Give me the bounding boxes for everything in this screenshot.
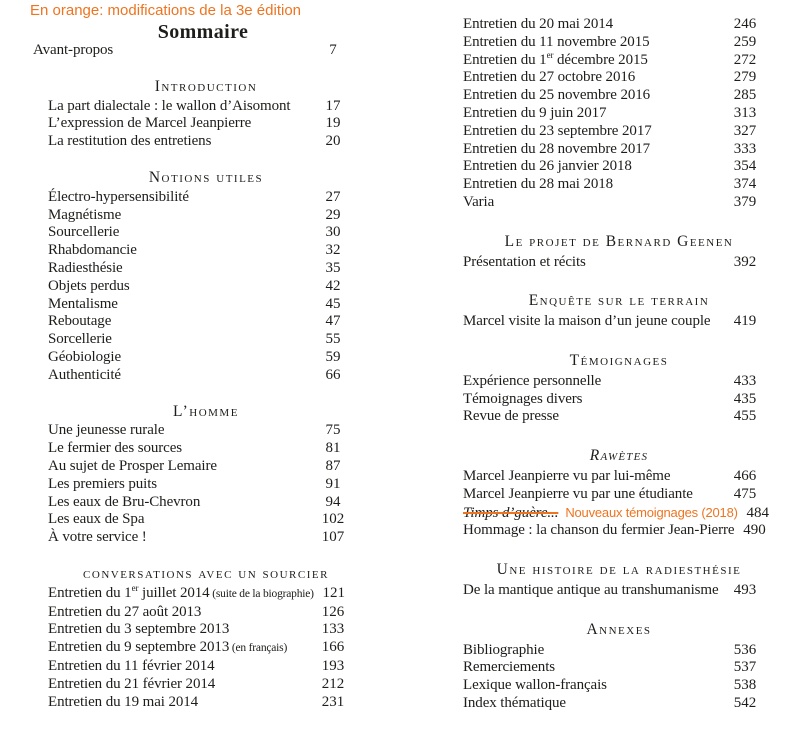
toc-entry-label: Entretien du 26 janvier 2018 xyxy=(463,158,632,175)
page-number: 542 xyxy=(733,694,757,711)
toc-row xyxy=(33,207,353,225)
toc-left-blocks xyxy=(33,42,353,711)
page-number: 75 xyxy=(325,422,341,439)
page-number: 433 xyxy=(733,372,757,389)
toc-row xyxy=(463,659,765,677)
toc-entry-label: Mentalisme xyxy=(48,295,118,312)
page-number: 493 xyxy=(733,581,757,598)
toc-entry-label: Les premiers puits xyxy=(48,475,158,492)
page-number: 17 xyxy=(325,97,341,114)
toc-entry-label: Lexique wallon-français xyxy=(463,677,607,694)
toc-entry-label: Expérience personnelle xyxy=(463,372,602,389)
toc-entry-label: Entretien du 1er juillet 2014 (suite de la biographie) xyxy=(48,582,314,601)
toc-row xyxy=(463,695,765,713)
ordinal-superscript: er xyxy=(131,582,139,593)
page-number: 193 xyxy=(321,657,345,674)
page-number: 126 xyxy=(321,603,345,620)
toc-entry-label: Reboutage xyxy=(48,313,112,330)
page-number: 327 xyxy=(733,122,757,139)
toc-row xyxy=(33,42,353,60)
toc-row xyxy=(33,296,353,314)
toc-entry-label: Bibliographie xyxy=(463,641,545,658)
section-heading: L’homme xyxy=(173,402,239,420)
toc-right-column xyxy=(463,16,769,713)
toc-row xyxy=(33,582,353,604)
toc-row xyxy=(463,313,765,331)
page-number: 27 xyxy=(325,188,341,205)
toc-section xyxy=(463,16,765,212)
toc-row xyxy=(33,115,353,133)
toc-row xyxy=(33,367,353,385)
page-title: Sommaire xyxy=(157,21,249,43)
toc-entry-label: Remerciements xyxy=(463,659,555,676)
page-number: 102 xyxy=(321,511,345,528)
page-number: 35 xyxy=(325,259,341,276)
page-number: 133 xyxy=(321,621,345,638)
toc-row xyxy=(33,604,353,622)
struck-old-title: Timps d’guère... xyxy=(463,504,559,521)
toc-entry-label: Sorcellerie xyxy=(48,331,112,348)
page-number: 246 xyxy=(733,16,757,32)
toc-entry-label: Géobiologie xyxy=(48,348,122,365)
toc-entry-label: Entretien du 11 février 2014 xyxy=(48,657,215,674)
section-heading: Introduction xyxy=(154,77,258,95)
page-number: 536 xyxy=(733,641,757,658)
page-number: 81 xyxy=(325,440,341,457)
page-number: 91 xyxy=(325,475,341,492)
page-number: 94 xyxy=(325,493,341,510)
toc-row xyxy=(33,189,353,207)
toc-row xyxy=(463,522,765,540)
page-number: 354 xyxy=(733,158,757,175)
toc-row xyxy=(33,331,353,349)
page-number: 379 xyxy=(733,193,757,210)
toc-row xyxy=(33,458,353,476)
page-number: 475 xyxy=(733,485,757,502)
ordinal-superscript: er xyxy=(546,49,554,60)
toc-row xyxy=(463,105,765,123)
toc-entry-label: Entretien du 20 mai 2014 xyxy=(463,16,614,32)
toc-row xyxy=(33,658,353,676)
toc-entry-label: De la mantique antique au transhumanisme xyxy=(463,581,719,598)
toc-section xyxy=(463,561,765,600)
toc-entry-label: Entretien du 21 février 2014 xyxy=(48,675,216,692)
toc-entry-label: L’expression de Marcel Jeanpierre xyxy=(48,115,252,132)
toc-entry-label: Entretien du 28 mai 2018 xyxy=(463,176,614,193)
toc-entry-label: Entretien du 23 septembre 2017 xyxy=(463,122,652,139)
toc-row xyxy=(33,278,353,296)
toc-row xyxy=(33,313,353,331)
toc-entry-label: Sourcellerie xyxy=(48,224,120,241)
page-number: 212 xyxy=(321,675,345,692)
toc-row xyxy=(463,582,765,600)
toc-row xyxy=(33,511,353,529)
toc-row xyxy=(33,260,353,278)
toc-entry-label: Marcel visite la maison d’un jeune couple xyxy=(463,313,711,330)
added-new-title: Nouveaux témoignages (2018) xyxy=(565,504,738,520)
toc-row xyxy=(463,69,765,87)
toc-entry-label: Témoignages divers xyxy=(463,390,583,407)
page-number: 374 xyxy=(733,176,757,193)
toc-row xyxy=(463,141,765,159)
toc-section xyxy=(33,169,353,385)
toc-row xyxy=(33,133,353,151)
toc-entry-label: Radiesthésie xyxy=(48,259,123,276)
page-number: 466 xyxy=(733,467,757,484)
toc-row xyxy=(463,34,765,52)
toc-entry-label: À votre service ! xyxy=(48,529,147,546)
toc-entry-label: Varia xyxy=(463,193,495,210)
page-number: 392 xyxy=(733,253,757,270)
toc-entry-label: Le fermier des sources xyxy=(48,440,182,457)
page-number: 19 xyxy=(325,115,341,132)
toc-row xyxy=(33,422,353,440)
toc-entry-label xyxy=(463,504,738,523)
toc-entry-label: Entretien du 9 septembre 2013 (en français) xyxy=(48,639,288,656)
toc-entry-label: Authenticité xyxy=(48,366,121,383)
toc-entry-label: Rhabdomancie xyxy=(48,242,137,259)
toc-entry-label: Entretien du 9 juin 2017 xyxy=(463,104,607,121)
toc-row xyxy=(33,639,353,658)
toc-row xyxy=(463,176,765,194)
page-number: 107 xyxy=(321,529,345,546)
section-heading: Notions utiles xyxy=(148,168,264,186)
toc-row xyxy=(463,373,765,391)
toc-entry-label: Les eaux de Spa xyxy=(48,511,145,528)
section-heading: Le projet de Bernard Geenen xyxy=(504,232,734,250)
page-number: 231 xyxy=(321,693,345,710)
toc-section xyxy=(463,292,765,331)
section-heading: Rawètes xyxy=(589,447,649,465)
toc-section xyxy=(33,565,353,711)
toc-entry-label: Présentation et récits xyxy=(463,253,586,270)
toc-row xyxy=(33,529,353,547)
page-number: 59 xyxy=(325,348,341,365)
toc-entry-label: Entretien du 19 mai 2014 xyxy=(48,693,199,710)
page-number: 121 xyxy=(322,584,346,601)
toc-entry-label: La part dialectale : le wallon d’Aisomont xyxy=(48,97,291,114)
toc-entry-label: Entretien du 27 octobre 2016 xyxy=(463,69,636,86)
toc-row xyxy=(463,391,765,409)
section-heading: Une histoire de la radiesthésie xyxy=(496,561,742,579)
page-number: 20 xyxy=(325,133,341,150)
toc-section xyxy=(463,621,765,713)
toc-row xyxy=(33,494,353,512)
toc-left-column xyxy=(33,22,353,711)
toc-row xyxy=(33,242,353,260)
toc-entry-label: Au sujet de Prosper Lemaire xyxy=(48,457,217,474)
toc-section xyxy=(463,233,765,272)
page-number: 419 xyxy=(733,313,757,330)
page-number: 279 xyxy=(733,69,757,86)
toc-row xyxy=(463,254,765,272)
toc-row xyxy=(33,694,353,712)
toc-row xyxy=(33,224,353,242)
toc-row xyxy=(463,158,765,176)
toc-row xyxy=(463,408,765,426)
page-number: 538 xyxy=(733,677,757,694)
toc-row xyxy=(33,349,353,367)
page-number: 313 xyxy=(733,104,757,121)
page-number: 45 xyxy=(325,295,341,312)
entry-note: (en français) xyxy=(229,642,288,655)
toc-entry-label: Hommage : la chanson du fermier Jean-Pierre xyxy=(463,522,735,539)
toc-row xyxy=(463,87,765,105)
toc-row xyxy=(33,440,353,458)
toc-row xyxy=(463,194,765,212)
page-number: 32 xyxy=(325,242,341,259)
page-number: 285 xyxy=(733,87,757,104)
toc-entry-label: Magnétisme xyxy=(48,206,122,223)
toc-section xyxy=(33,403,353,547)
entry-note: (suite de la biographie) xyxy=(209,587,314,600)
page-number: 42 xyxy=(325,277,341,294)
toc-section xyxy=(463,447,769,540)
toc-entry-label: Électro-hypersensibilité xyxy=(48,188,189,205)
page-number: 166 xyxy=(321,639,345,656)
toc-row xyxy=(33,476,353,494)
page-number: 484 xyxy=(746,504,769,521)
page-number: 87 xyxy=(325,457,341,474)
toc-row xyxy=(463,468,765,486)
toc-section xyxy=(463,352,765,426)
page-number: 30 xyxy=(325,224,341,241)
page-number: 537 xyxy=(733,659,757,676)
toc-row xyxy=(463,504,769,523)
page-number: 455 xyxy=(733,408,757,425)
toc-right-blocks xyxy=(463,16,769,713)
page-number: 29 xyxy=(325,206,341,223)
page-number: 55 xyxy=(325,331,341,348)
toc-row xyxy=(463,16,765,34)
toc-entry-label: Entretien du 1er décembre 2015 xyxy=(463,49,648,68)
toc-section xyxy=(33,42,353,60)
toc-entry-label: Les eaux de Bru-Chevron xyxy=(48,493,201,510)
toc-row xyxy=(463,49,765,70)
toc-row xyxy=(33,98,353,116)
toc-row xyxy=(33,621,353,639)
toc-row xyxy=(463,123,765,141)
page-number: 259 xyxy=(733,33,757,50)
page-number: 272 xyxy=(733,51,757,68)
toc-row xyxy=(463,642,765,660)
toc-entry-label: Index thématique xyxy=(463,694,566,711)
toc-entry-label: Revue de presse xyxy=(463,408,559,425)
toc-entry-label: Entretien du 28 novembre 2017 xyxy=(463,140,651,157)
toc-entry-label: Entretien du 11 novembre 2015 xyxy=(463,33,650,50)
toc-row xyxy=(33,676,353,694)
toc-section xyxy=(33,78,353,151)
toc-entry-label: Avant-propos xyxy=(33,42,114,58)
toc-entry-label: Une jeunesse rurale xyxy=(48,422,165,439)
toc-row xyxy=(463,486,765,504)
toc-entry-label: Marcel Jeanpierre vu par une étudiante xyxy=(463,485,693,502)
section-heading: Annexes xyxy=(586,620,652,638)
toc-entry-label: Marcel Jeanpierre vu par lui-même xyxy=(463,467,671,484)
section-heading: Témoignages xyxy=(569,351,669,369)
page-number: 333 xyxy=(733,140,757,157)
edition-note: En orange: modifications de la 3e édition xyxy=(30,2,302,19)
page-number: 7 xyxy=(329,42,337,58)
toc-entry-label: Objets perdus xyxy=(48,277,130,294)
section-heading: Enquête sur le terrain xyxy=(528,292,710,310)
toc-entry-label: Entretien du 25 novembre 2016 xyxy=(463,87,651,104)
toc-entry-label: Entretien du 3 septembre 2013 xyxy=(48,621,230,638)
toc-entry-label: Entretien du 27 août 2013 xyxy=(48,603,202,620)
page-number: 490 xyxy=(743,522,766,539)
page-number: 435 xyxy=(733,390,757,407)
page-number: 47 xyxy=(325,313,341,330)
section-heading: conversations avec un sourcier xyxy=(83,564,329,582)
toc-row xyxy=(463,677,765,695)
page-number: 66 xyxy=(325,366,341,383)
toc-entry-label: La restitution des entretiens xyxy=(48,133,212,150)
